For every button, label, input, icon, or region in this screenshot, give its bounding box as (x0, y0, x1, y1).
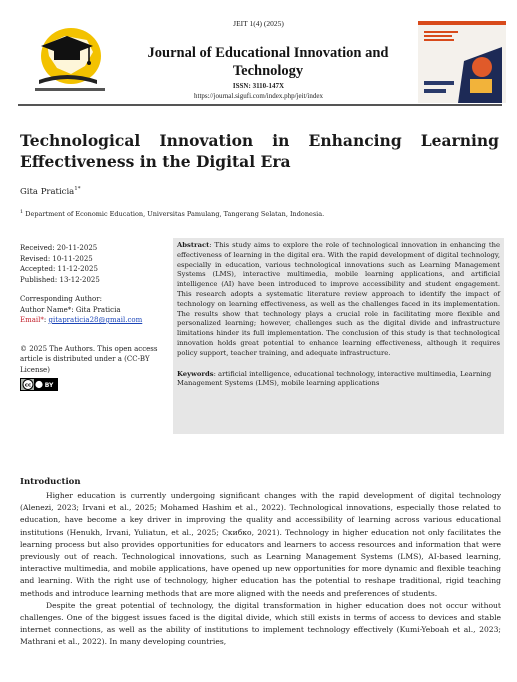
corresponding-author-label: Corresponding Author: (20, 295, 102, 303)
license-text: © 2025 The Authors. This open access article is distributed under a (CC-BY License) (20, 344, 158, 374)
keywords-text: : artificial intelligence, educational technology, interactive multimedia, Learning Management Systems (LMS), mobile learning applications (177, 369, 492, 388)
cc-text: cc (24, 382, 32, 389)
author-name-label: Author Name* (20, 305, 72, 314)
by-text: BY (44, 382, 54, 389)
article-metadata (20, 243, 168, 395)
journal-logo (27, 22, 111, 102)
author-name-row (20, 305, 168, 316)
paper-title (20, 130, 499, 172)
email-row (20, 315, 168, 326)
header-divider (18, 104, 502, 106)
email-link[interactable]: gitapraticia28@gmail.com (48, 316, 143, 324)
introduction-heading: Introduction (20, 477, 81, 487)
abstract (177, 241, 500, 359)
author-name-value: : Gita Praticia (71, 305, 121, 314)
paragraph: Higher education is currently undergoing significant changes with the rapid development of digital technology (Alenezi, 2023; Irvani et al., 2025; Mohamed Hashim et al., 2022). Technological innovations, especially those related to education, have become a key driver in improving the quality and accessibility of learning across various educational institutions (Henukh, Irvani, Yuliatun, et al., 2025; Скибко, 2021). Technology in higher education not only facilitates the learning process but also provides opportunities for educators and learners to access resources and information that were previously out of reach. Technological innovations, such as Learning Management Systems (LMS), AI-based learning, interactive multimedia, and mobile applications, have opened up new opportunities for more dynamic and flexible teaching and learning. With the right use of technology, higher education has the potential to reshape traditional, rigid teaching methods and introduce learning methods that are more aligned with the needs and preferences of students. (20, 491, 501, 598)
abstract-text: : This study aims to explore the role of technological innovation in enhancing the effectiveness of learning in the digital era. With the rapid development of digital technology, especially in education, various technological innovations such as Learning Management Systems (LMS), interactive multimedia, mobile learning applications, and artificial intelligence (AI) have been introduced to improve accessibility and student engagement. This research adopts a systematic literature review approach to identify the impact of technology on learning effectiveness, as well as the challenges faced in its implementation. The results show that technology plays a crucial role in facilitating more flexible and personalized learning; however, challenges such as the digital divide and infrastructure limitations hinder its full implementation. The conclusion of this study is that technological innovation holds great potential to enhance learning effectiveness, although it requires policy support, teacher training, and adequate infrastructure. (177, 241, 500, 357)
received-date: Received: 20-11-2025 (20, 244, 98, 252)
issn: ISSN: 3110-147X (232, 82, 285, 90)
email-separator: : (43, 316, 49, 324)
affiliation-superscript: 1 (20, 209, 24, 215)
journal-url[interactable]: https://journal.sigufi.com/index.php/jeit/index (194, 92, 323, 100)
keywords (177, 370, 500, 390)
paragraph: Despite the great potential of technology, the digital transformation in higher education does not occur without challenges. One of the biggest issues faced is the digital divide, which still exists in terms of access to devices and stable internet connections, as well as the ability of institutions to implement technology effectively (Kumi-Yeboah et al., 2023; Mathrani et al., 2022). In many developing countries, (20, 600, 501, 647)
keywords-label: Keywords (177, 369, 214, 378)
author-line (20, 186, 80, 197)
affiliation (20, 209, 324, 218)
journal-cover-image (418, 21, 506, 103)
journal-title: Journal of Educational Innovation and Technology (147, 45, 389, 79)
journal-header (0, 0, 517, 108)
revised-date: Revised: 10-11-2025 (20, 254, 93, 263)
affiliation-text: Department of Economic Education, Universitas Pamulang, Tangerang Selatan, Indonesia. (25, 210, 325, 219)
journal-badge: JEIT 1(4) (2025) (233, 19, 284, 28)
introduction-body (20, 490, 501, 649)
title-line-1: Technological Innovation in Enhancing Learning (20, 131, 499, 150)
author-name: Gita Praticia (20, 186, 75, 197)
abstract-label: Abstract (177, 241, 210, 249)
author-superscript: 1* (74, 186, 81, 192)
cc-by-license-icon[interactable] (20, 378, 58, 391)
title-line-2: Effectiveness in the Digital Era (20, 152, 291, 171)
accepted-date: Accepted: 11-12-2025 (20, 265, 98, 273)
abstract-box (173, 238, 504, 434)
published-date: Published: 13-12-2025 (20, 275, 100, 284)
email-label: Email* (20, 316, 44, 324)
